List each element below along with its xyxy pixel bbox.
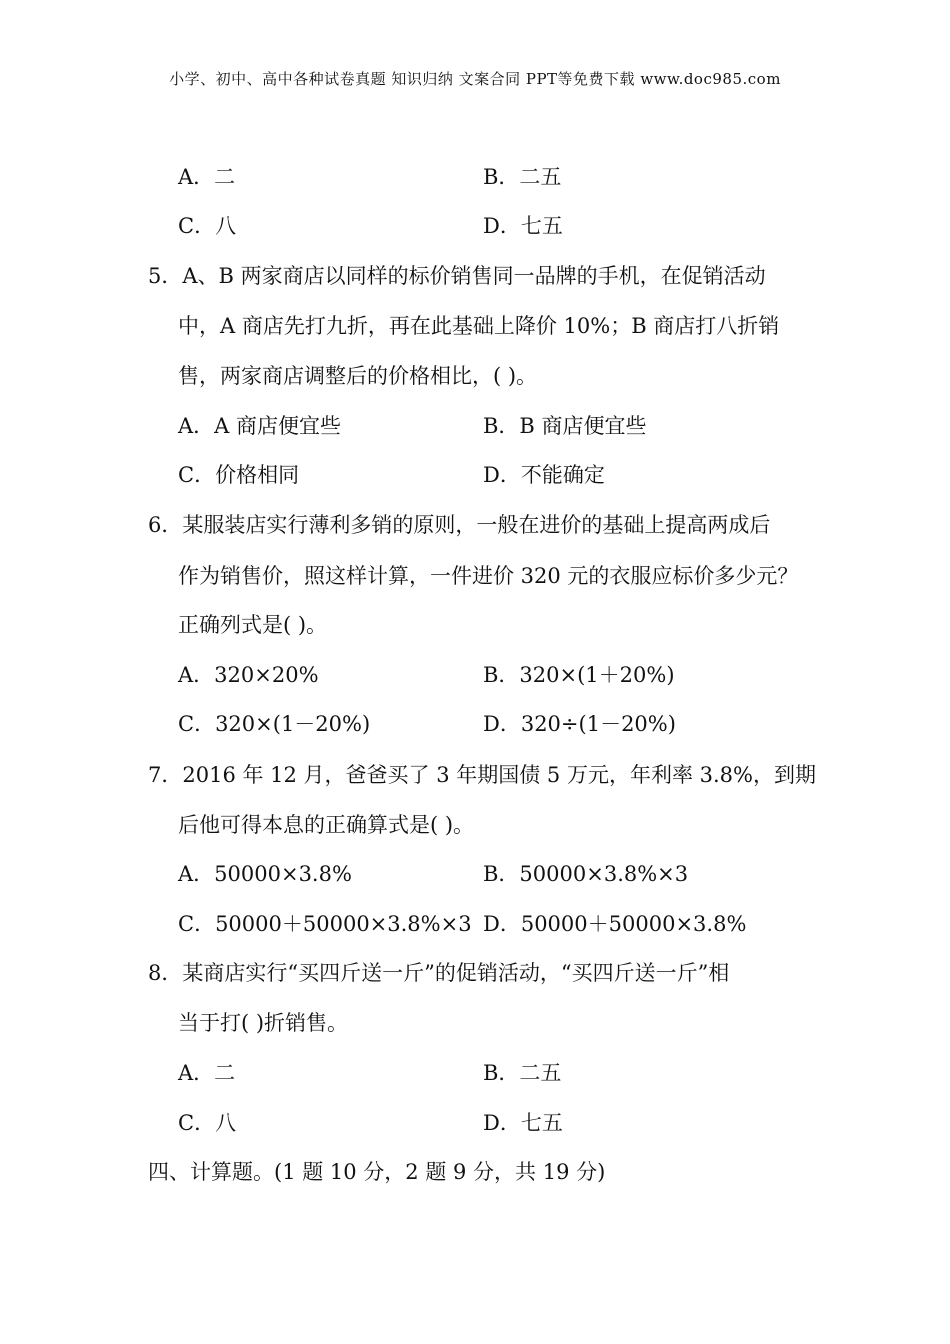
q5-option-a: A．A 商店便宜些	[178, 414, 342, 438]
q6-option-a: A．320×20%	[178, 663, 319, 687]
page-header: 小学、初中、高中各种试卷真题 知识归纳 文案合同 PPT等免费下载 www.doc985.com	[169, 70, 781, 88]
q8-option-d: D．七五	[483, 1111, 563, 1135]
q5-option-c: C．价格相同	[178, 463, 300, 487]
q8-option-c: C．八	[178, 1111, 237, 1135]
top-option-a: A．二	[178, 165, 236, 189]
q7-line1: 7．2016 年 12 月，爸爸买了 3 年期国债 5 万元，年利率 3.8%，到期	[148, 763, 816, 787]
q6-line3: 正确列式是( )。	[178, 613, 328, 637]
q8-line2: 当于打( )折销售。	[178, 1011, 349, 1035]
q5-line3: 售，两家商店调整后的价格相比，( )。	[178, 364, 538, 388]
q8-option-a: A．二	[178, 1061, 236, 1085]
top-option-d: D．七五	[483, 214, 563, 238]
q7-option-a: A．50000×3.8%	[178, 862, 352, 886]
q6-option-c: C．320×(1－20%)	[178, 712, 371, 736]
q8-option-b: B．二五	[483, 1061, 562, 1085]
q6-option-b: B．320×(1＋20%)	[483, 663, 675, 687]
q7-option-d: D．50000＋50000×3.8%	[483, 912, 747, 936]
q7-option-b: B．50000×3.8%×3	[483, 862, 689, 886]
q6-line2: 作为销售价，照这样计算，一件进价 320 元的衣服应标价多少元？	[178, 564, 799, 588]
q5-option-d: D．不能确定	[483, 463, 605, 487]
top-option-b: B．二五	[483, 165, 562, 189]
q6-option-d: D．320÷(1－20%)	[483, 712, 676, 736]
q5-line2: 中，A 商店先打九折，再在此基础上降价 10%；B 商店打八折销	[178, 314, 780, 338]
q6-line1: 6．某服装店实行薄利多销的原则，一般在进价的基础上提高两成后	[148, 513, 771, 537]
q7-line2: 后他可得本息的正确算式是( )。	[178, 813, 475, 837]
section-4-heading: 四、计算题。(1 题 10 分，2 题 9 分，共 19 分)	[148, 1160, 606, 1184]
q8-line1: 8．某商店实行“买四斤送一斤”的促销活动，“买四斤送一斤”相	[148, 961, 730, 985]
top-option-c: C．八	[178, 214, 237, 238]
q7-option-c: C．50000＋50000×3.8%×3	[178, 912, 472, 936]
q5-line1: 5．A、B 两家商店以同样的标价销售同一品牌的手机，在促销活动	[148, 264, 766, 288]
q5-option-b: B．B 商店便宜些	[483, 414, 647, 438]
